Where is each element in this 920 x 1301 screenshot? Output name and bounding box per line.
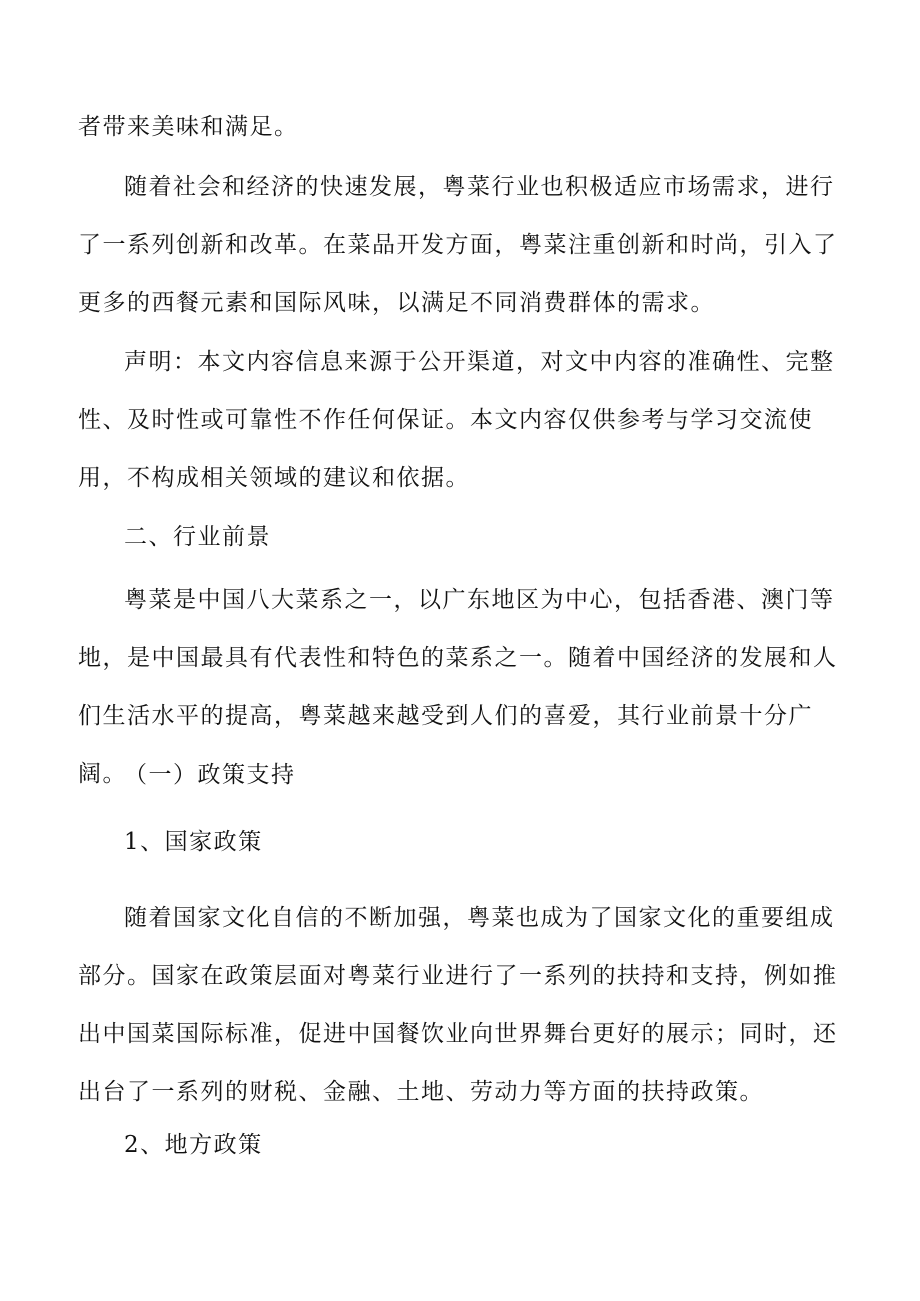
paragraph-industry-innovation: 随着社会和经济的快速发展，粤菜行业也积极适应市场需求，进行了一系列创新和改革。在菜品开发方面，粤菜注重创新和时尚，引入了更多的西餐元素和国际风味，以满足不同消费群体的需求。 <box>78 174 838 316</box>
paragraph-continued: 者带来美味和满足。 <box>78 114 299 140</box>
paragraph-disclaimer: 声明：本文内容信息来源于公开渠道，对文中内容的准确性、完整性、及时性或可靠性不作任何保证。本文内容仅供参考与学习交流使用，不构成相关领域的建议和依据。 <box>78 349 835 491</box>
item-heading-local-policy: 2、地方政策 <box>124 1132 263 1158</box>
subsection-heading-policy-support: （一）政策支持 <box>124 762 296 788</box>
paragraph-national-policy: 随着国家文化自信的不断加强，粤菜也成为了国家文化的重要组成部分。国家在政策层面对粤菜行业进行了一系列的扶持和支持，例如推出中国菜国际标准，促进中国餐饮业向世界舞台更好的展示；同时，还出台了一系列的财税、金融、土地、劳动力等方面的扶持政策。 <box>78 905 838 1105</box>
item-heading-national-policy: 1、国家政策 <box>124 829 263 855</box>
section-heading-industry-outlook: 二、行业前景 <box>124 524 271 550</box>
paragraph-cantonese-cuisine-overview: 粤菜是中国八大菜系之一，以广东地区为中心，包括香港、澳门等地，是中国最具有代表性和特色的菜系之一。随着中国经济的发展和人们生活水平的提高，粤菜越来越受到人们的喜爱，其行业前景十分广阔。 <box>78 587 838 787</box>
